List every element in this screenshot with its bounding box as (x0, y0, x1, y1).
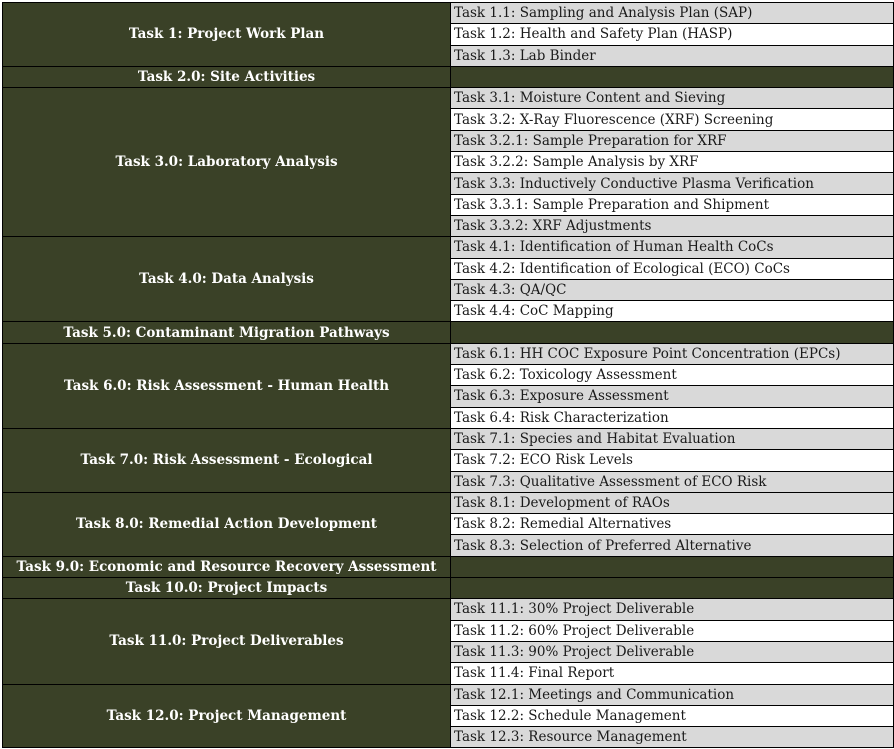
table-row (3, 3, 894, 24)
subtask-cell: Task 3.2.1: Sample Preparation for XRF (451, 130, 894, 151)
subtask-cell: Task 11.1: 30% Project Deliverable (451, 599, 894, 620)
task-cell: Task 11.0: Project Deliverables (3, 599, 451, 684)
task-cell: Task 3.0: Laboratory Analysis (3, 88, 451, 237)
task-cell: Task 2.0: Site Activities (3, 66, 451, 87)
subtask-cell: Task 3.2.2: Sample Analysis by XRF (451, 152, 894, 173)
table-row (3, 492, 894, 513)
table-row (3, 88, 894, 109)
subtask-cell: Task 4.4: CoC Mapping (451, 301, 894, 322)
subtask-cell: Task 6.4: Risk Characterization (451, 407, 894, 428)
subtask-cell: Task 3.1: Moisture Content and Sieving (451, 88, 894, 109)
table-row (3, 684, 894, 705)
task-cell: Task 5.0: Contaminant Migration Pathways (3, 322, 451, 343)
table-row (3, 322, 894, 343)
task-cell: Task 9.0: Economic and Resource Recovery Assessment (3, 556, 451, 577)
subtask-cell: Task 8.2: Remedial Alternatives (451, 514, 894, 535)
subtask-cell: Task 1.1: Sampling and Analysis Plan (SAP) (451, 3, 894, 24)
task-cell: Task 7.0: Risk Assessment - Ecological (3, 428, 451, 492)
subtask-cell: Task 3.3: Inductively Conductive Plasma Verification (451, 173, 894, 194)
empty-subtask-cell (451, 578, 894, 599)
subtask-cell: Task 8.3: Selection of Preferred Alternative (451, 535, 894, 556)
empty-subtask-cell (451, 322, 894, 343)
task-cell: Task 12.0: Project Management (3, 684, 451, 748)
subtask-cell: Task 11.3: 90% Project Deliverable (451, 641, 894, 662)
subtask-cell: Task 4.2: Identification of Ecological (ECO) CoCs (451, 258, 894, 279)
subtask-cell: Task 7.3: Qualitative Assessment of ECO Risk (451, 471, 894, 492)
subtask-cell: Task 4.3: QA/QC (451, 279, 894, 300)
subtask-cell: Task 3.3.1: Sample Preparation and Shipment (451, 194, 894, 215)
subtask-cell: Task 12.3: Resource Management (451, 727, 894, 748)
subtask-cell: Task 12.2: Schedule Management (451, 705, 894, 726)
subtask-cell: Task 6.1: HH COC Exposure Point Concentration (EPCs) (451, 343, 894, 364)
task-cell: Task 4.0: Data Analysis (3, 237, 451, 322)
table-row (3, 343, 894, 364)
subtask-cell: Task 1.3: Lab Binder (451, 45, 894, 66)
subtask-cell: Task 1.2: Health and Safety Plan (HASP) (451, 24, 894, 45)
table-row (3, 578, 894, 599)
table-row (3, 237, 894, 258)
table-row (3, 428, 894, 449)
task-breakdown-table (2, 2, 894, 748)
empty-subtask-cell (451, 556, 894, 577)
subtask-cell: Task 4.1: Identification of Human Health CoCs (451, 237, 894, 258)
subtask-cell: Task 6.3: Exposure Assessment (451, 386, 894, 407)
task-breakdown-body (3, 3, 894, 748)
subtask-cell: Task 3.2: X-Ray Fluorescence (XRF) Screening (451, 109, 894, 130)
subtask-cell: Task 8.1: Development of RAOs (451, 492, 894, 513)
subtask-cell: Task 3.3.2: XRF Adjustments (451, 215, 894, 236)
empty-subtask-cell (451, 66, 894, 87)
subtask-cell: Task 7.2: ECO Risk Levels (451, 450, 894, 471)
subtask-cell: Task 11.2: 60% Project Deliverable (451, 620, 894, 641)
subtask-cell: Task 7.1: Species and Habitat Evaluation (451, 428, 894, 449)
task-cell: Task 1: Project Work Plan (3, 3, 451, 67)
table-row (3, 556, 894, 577)
table-row (3, 599, 894, 620)
task-cell: Task 10.0: Project Impacts (3, 578, 451, 599)
task-cell: Task 6.0: Risk Assessment - Human Health (3, 343, 451, 428)
table-row (3, 66, 894, 87)
subtask-cell: Task 12.1: Meetings and Communication (451, 684, 894, 705)
task-cell: Task 8.0: Remedial Action Development (3, 492, 451, 556)
subtask-cell: Task 6.2: Toxicology Assessment (451, 365, 894, 386)
subtask-cell: Task 11.4: Final Report (451, 663, 894, 684)
